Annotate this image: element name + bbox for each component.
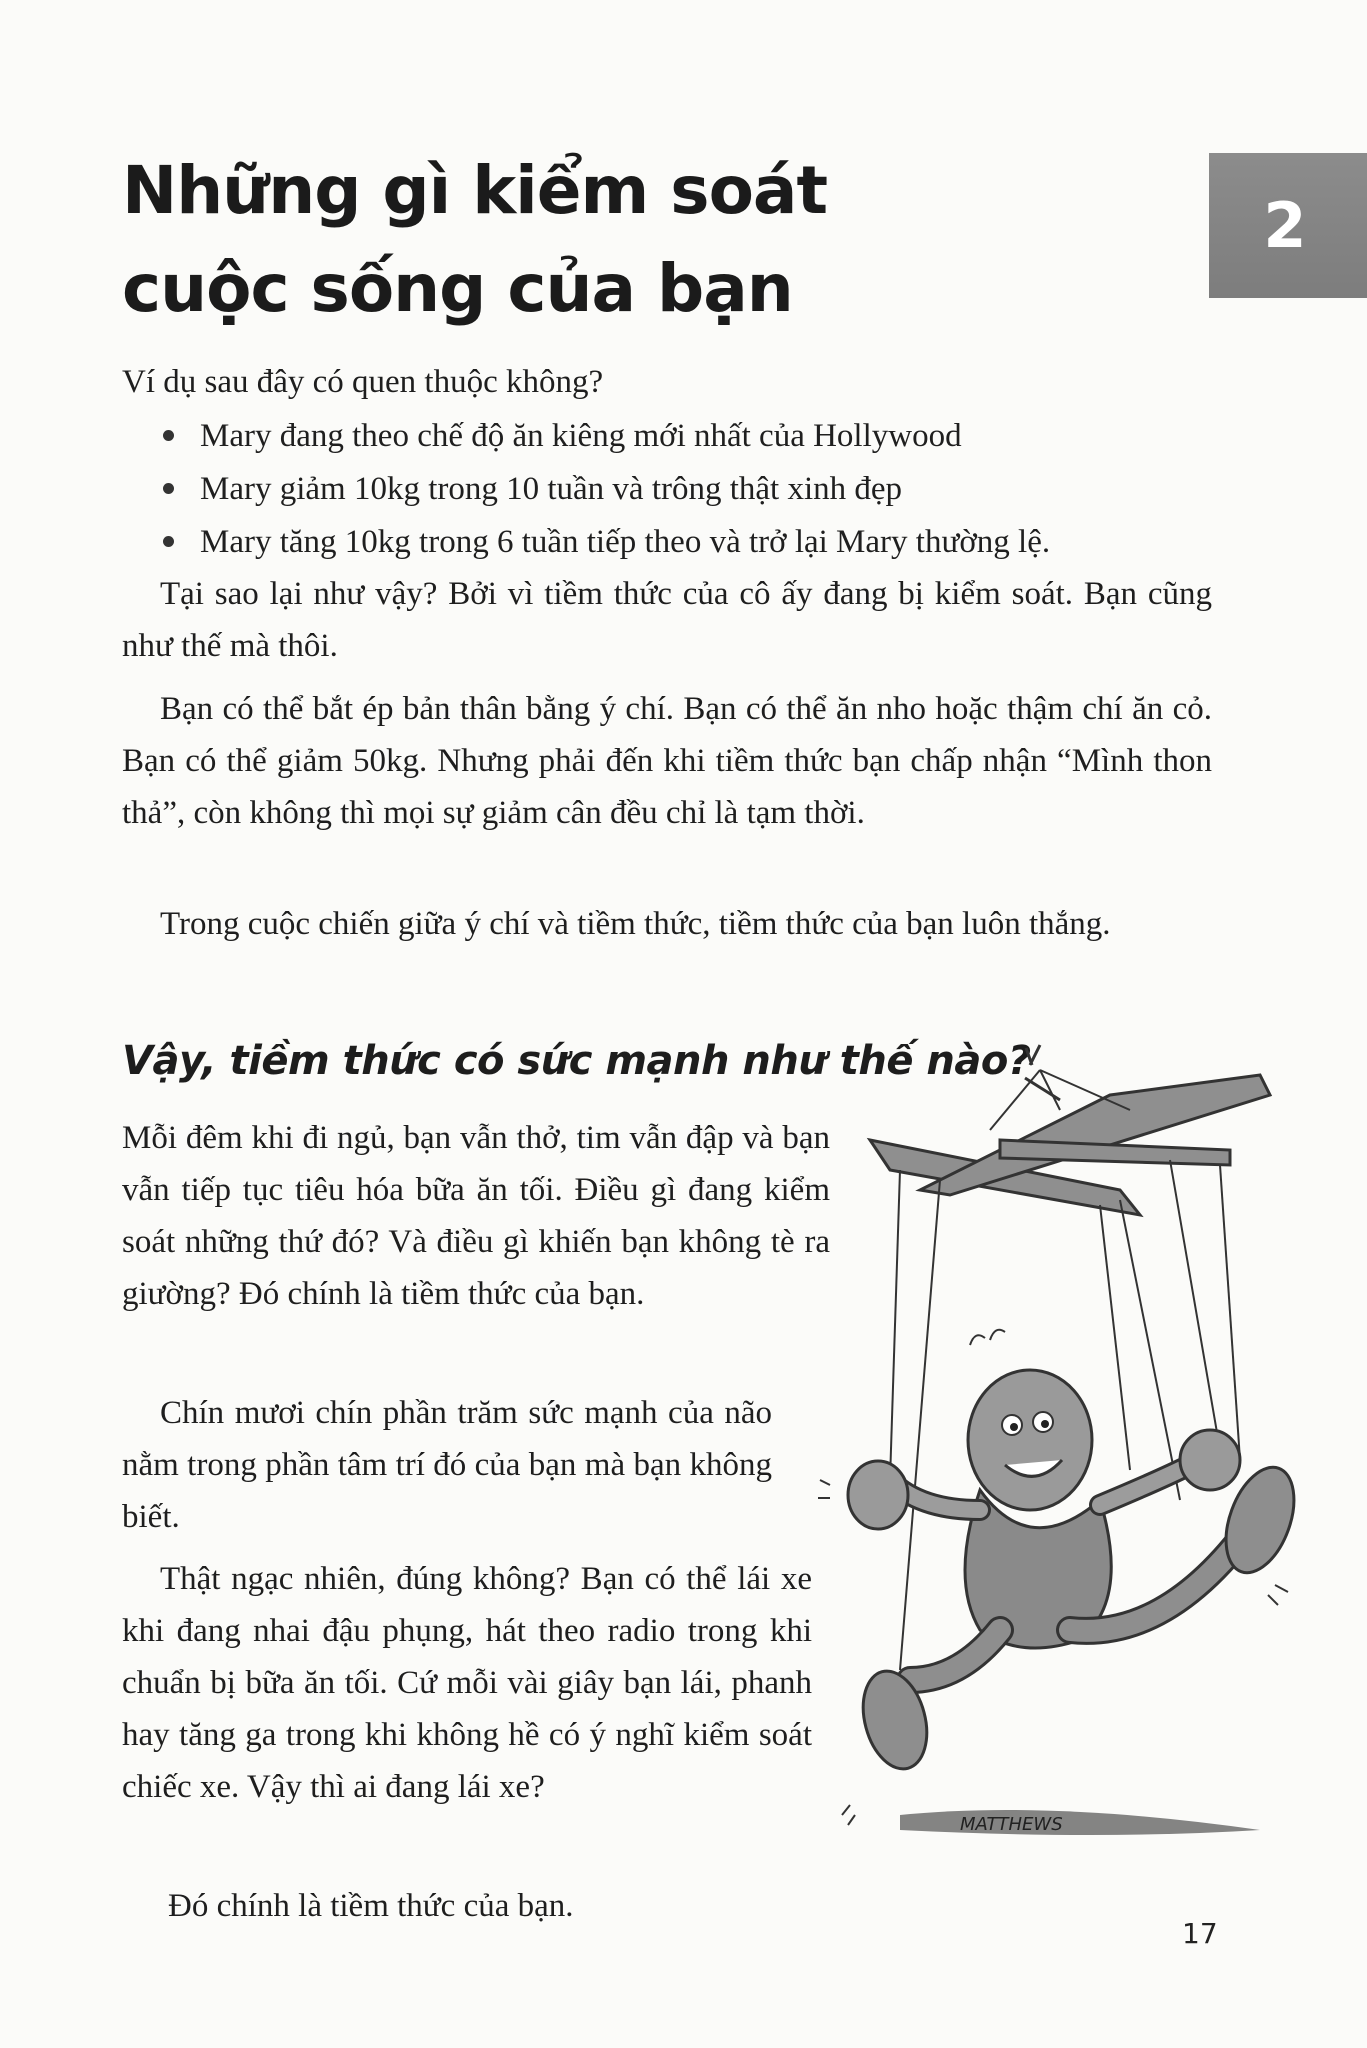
chapter-title-line-1: Những gì kiểm soát xyxy=(122,152,828,229)
section-paragraph: Chín mươi chín phần trăm sức mạnh của não nằm trong phần tâm trí đó của bạn mà bạn không biết. xyxy=(122,1395,772,1535)
example-bullet-list xyxy=(160,410,1050,569)
chapter-title-line-2: cuộc sống của bạn xyxy=(122,250,793,327)
body-paragraph: Trong cuộc chiến giữa ý chí và tiềm thức, tiềm thức của bạn luôn thắng. xyxy=(160,906,1111,942)
page-number: 17 xyxy=(1182,1917,1218,1950)
section-paragraph: Đó chính là tiềm thức của bạn. xyxy=(168,1888,574,1924)
chapter-number: 2 xyxy=(1263,189,1307,262)
bullet-dot-icon xyxy=(163,536,174,547)
bullet-item xyxy=(160,463,1050,516)
bullet-item xyxy=(160,410,1050,463)
intro-question: Ví dụ sau đây có quen thuộc không? xyxy=(122,364,604,400)
chapter-number-tab xyxy=(1209,153,1367,298)
bullet-text: Mary giảm 10kg trong 10 tuần và trông thật xinh đẹp xyxy=(200,471,903,507)
body-paragraph: Tại sao lại như vậy? Bởi vì tiềm thức của cô ấy đang bị kiểm soát. Bạn cũng như thế mà thôi. xyxy=(122,576,1212,664)
artist-signature: MATTHEWS xyxy=(960,1814,1063,1835)
bullet-dot-icon xyxy=(163,430,174,441)
bullet-text: Mary tăng 10kg trong 6 tuần tiếp theo và trở lại Mary thường lệ. xyxy=(200,524,1051,560)
marionette-illustration xyxy=(800,1040,1320,1880)
section-paragraph: Thật ngạc nhiên, đúng không? Bạn có thể lái xe khi đang nhai đậu phụng, hát theo radio trong khi chuẩn bị bữa ăn tối. Cứ mỗi vài giây bạn lái, phanh hay tăng ga trong khi không hề có ý nghĩ kiểm soát chiếc xe. Vậy thì ai đang lái xe? xyxy=(122,1561,812,1805)
section-paragraph: Mỗi đêm khi đi ngủ, bạn vẫn thở, tim vẫn đập và bạn vẫn tiếp tục tiêu hóa bữa ăn tối. Điều gì đang kiểm soát những thứ đó? Và điều gì khiến bạn không tè ra giường? Đó chính là tiềm thức của bạn. xyxy=(122,1120,830,1312)
chapter-title xyxy=(122,142,1022,338)
bullet-item xyxy=(160,516,1050,569)
body-paragraph: Bạn có thể bắt ép bản thân bằng ý chí. Bạn có thể ăn nho hoặc thậm chí ăn cỏ. Bạn có thể giảm 50kg. Nhưng phải đến khi tiềm thức bạn chấp nhận “Mình thon thả”, còn không thì mọi sự giảm cân đều chỉ là tạm thời. xyxy=(122,691,1212,831)
artist-signature-mark xyxy=(900,1810,1260,1835)
bullet-text: Mary đang theo chế độ ăn kiêng mới nhất của Hollywood xyxy=(200,418,962,454)
section-heading: Vậy, tiềm thức có sức mạnh như thế nào? xyxy=(122,1038,1031,1084)
puppet-control-bar xyxy=(870,1075,1270,1215)
bullet-dot-icon xyxy=(163,483,174,494)
